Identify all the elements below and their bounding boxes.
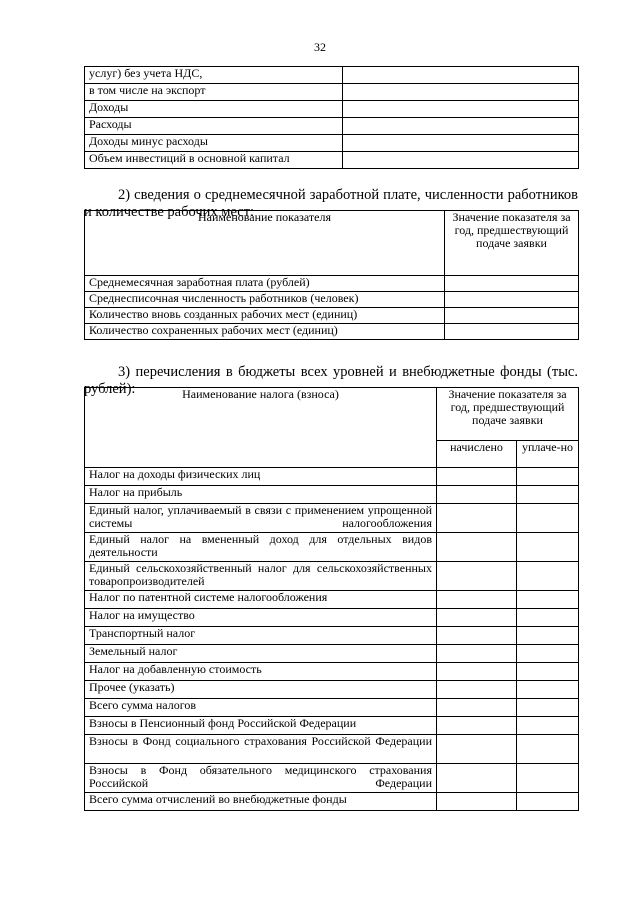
paid-cell[interactable] [517, 486, 579, 504]
row-label: Объем инвестиций в основной капитал [85, 152, 343, 169]
row-label: Взносы в Фонд социального страхования Российской Федерации [85, 735, 437, 764]
paid-cell[interactable] [517, 699, 579, 717]
row-label: Прочее (указать) [85, 681, 437, 699]
row-label: Взносы в Фонд обязательного медицинского страхования Российской Федерации [85, 764, 437, 793]
value-cell[interactable] [343, 84, 579, 101]
value-cell[interactable] [343, 67, 579, 84]
accrued-cell[interactable] [437, 717, 517, 735]
table-row [85, 681, 579, 699]
table-row [85, 135, 579, 152]
table-row [85, 735, 579, 764]
row-label: Расходы [85, 118, 343, 135]
table-row [85, 663, 579, 681]
table-row [85, 627, 579, 645]
section-2-heading: 2) сведения о среднемесячной заработной плате, численности работников и количестве рабочих мест: [84, 186, 578, 220]
paid-cell[interactable] [517, 591, 579, 609]
accrued-cell[interactable] [437, 735, 517, 764]
paid-cell[interactable] [517, 663, 579, 681]
table-row [85, 562, 579, 591]
value-cell[interactable] [445, 292, 579, 308]
financial-table [84, 66, 579, 169]
accrued-cell[interactable] [437, 699, 517, 717]
table-row [85, 793, 579, 811]
row-label: Налог на имущество [85, 609, 437, 627]
row-label: Среднесписочная численность работников (человек) [85, 292, 445, 308]
row-label: Всего сумма отчислений во внебюджетные фонды [85, 793, 437, 811]
row-label: Всего сумма налогов [85, 699, 437, 717]
table-row [85, 101, 579, 118]
accrued-cell[interactable] [437, 533, 517, 562]
row-label: Количество вновь созданных рабочих мест (единиц) [85, 308, 445, 324]
value-cell[interactable] [343, 118, 579, 135]
table-row [85, 486, 579, 504]
table-row [85, 118, 579, 135]
row-label: Транспортный налог [85, 627, 437, 645]
value-cell[interactable] [343, 152, 579, 169]
header-value: Значение показателя за год, предшествующий подаче заявки [437, 388, 579, 441]
paid-cell[interactable] [517, 645, 579, 663]
header-name: Наименование налога (взноса) [85, 388, 437, 468]
table-row [85, 717, 579, 735]
accrued-cell[interactable] [437, 627, 517, 645]
page-number: 32 [314, 40, 326, 54]
row-label: в том числе на экспорт [85, 84, 343, 101]
table-row [85, 324, 579, 340]
value-cell[interactable] [445, 276, 579, 292]
row-label: услуг) без учета НДС, [85, 67, 343, 84]
table-row [85, 67, 579, 84]
row-label: Единый сельскохозяйственный налог для сельскохозяйственных товаропроизводителей [85, 562, 437, 591]
paid-cell[interactable] [517, 468, 579, 486]
row-label: Количество сохраненных рабочих мест (единиц) [85, 324, 445, 340]
paid-cell[interactable] [517, 627, 579, 645]
paid-cell[interactable] [517, 562, 579, 591]
section-3-heading: 3) перечисления в бюджеты всех уровней и внебюджетные фонды (тыс. рублей): [84, 363, 578, 397]
table-row [85, 308, 579, 324]
accrued-cell[interactable] [437, 681, 517, 699]
accrued-cell[interactable] [437, 609, 517, 627]
header-name: Наименование показателя [85, 211, 445, 276]
table-row [85, 84, 579, 101]
subheader-accrued: начислено [437, 441, 517, 468]
accrued-cell[interactable] [437, 486, 517, 504]
paid-cell[interactable] [517, 793, 579, 811]
tax-table [84, 387, 579, 811]
table-row [85, 468, 579, 486]
row-label: Доходы [85, 101, 343, 118]
table-row [85, 764, 579, 793]
table-header-row [85, 211, 579, 276]
row-label: Налог на прибыль [85, 486, 437, 504]
accrued-cell[interactable] [437, 468, 517, 486]
table-row [85, 533, 579, 562]
accrued-cell[interactable] [437, 504, 517, 533]
row-label: Налог по патентной системе налогообложения [85, 591, 437, 609]
paid-cell[interactable] [517, 764, 579, 793]
paid-cell[interactable] [517, 681, 579, 699]
header-value: Значение показателя за год, предшествующий подаче заявки [445, 211, 579, 276]
value-cell[interactable] [343, 135, 579, 152]
paid-cell[interactable] [517, 735, 579, 764]
row-label: Земельный налог [85, 645, 437, 663]
table-row [85, 152, 579, 169]
value-cell[interactable] [343, 101, 579, 118]
salary-table [84, 210, 579, 340]
row-label: Среднемесячная заработная плата (рублей) [85, 276, 445, 292]
value-cell[interactable] [445, 324, 579, 340]
accrued-cell[interactable] [437, 663, 517, 681]
subheader-paid: уплаче-но [517, 441, 579, 468]
accrued-cell[interactable] [437, 764, 517, 793]
paid-cell[interactable] [517, 533, 579, 562]
paid-cell[interactable] [517, 504, 579, 533]
accrued-cell[interactable] [437, 591, 517, 609]
row-label: Единый налог, уплачиваемый в связи с применением упрощенной системы налогообложения [85, 504, 437, 533]
row-label: Доходы минус расходы [85, 135, 343, 152]
table-row [85, 591, 579, 609]
paid-cell[interactable] [517, 609, 579, 627]
accrued-cell[interactable] [437, 793, 517, 811]
table-row [85, 276, 579, 292]
value-cell[interactable] [445, 308, 579, 324]
table-row [85, 292, 579, 308]
table-row [85, 609, 579, 627]
table-row [85, 504, 579, 533]
table-header-row [85, 388, 579, 441]
row-label: Единый налог на вмененный доход для отдельных видов деятельности [85, 533, 437, 562]
row-label: Налог на добавленную стоимость [85, 663, 437, 681]
accrued-cell[interactable] [437, 645, 517, 663]
paid-cell[interactable] [517, 717, 579, 735]
accrued-cell[interactable] [437, 562, 517, 591]
table-row [85, 699, 579, 717]
row-label: Налог на доходы физических лиц [85, 468, 437, 486]
row-label: Взносы в Пенсионный фонд Российской Федерации [85, 717, 437, 735]
table-row [85, 645, 579, 663]
